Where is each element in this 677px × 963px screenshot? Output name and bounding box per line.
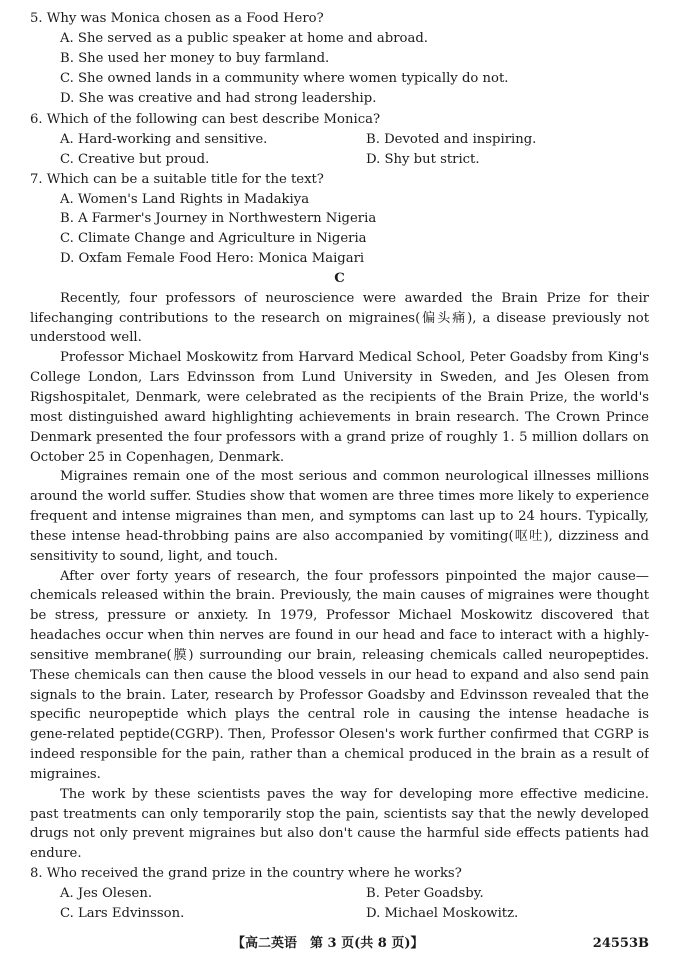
question-7-option-c: C. Climate Change and Agriculture in Nigeria <box>60 231 367 246</box>
passage-line: indeed responsible for the pain, rather than a chemical produced in the brain as a result of <box>30 747 649 762</box>
question-7-option-a: A. Women's Land Rights in Madakiya <box>60 192 310 207</box>
question-8-option-d: D. Michael Moskowitz. <box>366 906 519 921</box>
passage-line: These chemicals can then cause the blood vessels in our head to expand and also send pain <box>30 668 649 683</box>
passage-line: drugs not only prevent migraines but also don't cause the harmful side effects patients had <box>30 826 649 841</box>
passage-line: sensitive membrane(膜) surrounding our brain, releasing chemicals called neuropeptides. <box>30 648 649 663</box>
question-5-option-b: B. She used her money to buy farmland. <box>60 51 330 66</box>
footer-code: 24553B <box>592 936 649 951</box>
question-7-stem: 7. Which can be a suitable title for the text? <box>30 172 324 187</box>
question-8-option-b: B. Peter Goadsby. <box>366 886 484 901</box>
footer-page-label: 【高二英语 第 3 页(共 8 页)】 <box>232 936 424 951</box>
passage-line: these intense head-throbbing pains are also accompanied by vomiting(呕吐), dizziness and <box>30 529 649 544</box>
passage-line: sensitivity to sound, light, and touch. <box>30 549 278 564</box>
passage-line: chemicals released within the brain. Previously, the main causes of migraines were thought <box>30 588 649 603</box>
question-6-stem: 6. Which of the following can best describe Monica? <box>30 112 381 127</box>
question-6-option-c: C. Creative but proud. <box>60 152 210 167</box>
passage-line: Migraines remain one of the most serious and common neurological illnesses millions <box>60 469 649 484</box>
question-6-option-b: B. Devoted and inspiring. <box>366 132 537 147</box>
passage-line: be stress, pressure or anxiety. In 1979, Professor Michael Moskowitz discovered that <box>30 608 649 623</box>
passage-line: gene-related peptide(CGRP). Then, Professor Olesen's work further confirmed that CGRP is <box>30 727 649 742</box>
passage-line: most distinguished award highlighting achievements in brain research. The Crown Prince <box>30 410 649 425</box>
question-8-stem: 8. Who received the grand prize in the country where he works? <box>30 866 462 881</box>
question-5-option-d: D. She was creative and had strong leadership. <box>60 91 377 106</box>
passage-line: Rigshospitalet, Denmark, were celebrated as the recipients of the Brain Prize, the world's <box>30 390 649 405</box>
passage-line: understood well. <box>30 330 142 345</box>
passage-line: migraines. <box>30 767 101 782</box>
question-6-option-d: D. Shy but strict. <box>366 152 480 167</box>
passage-line: signals to the brain. Later, research by Professor Goadsby and Edvinsson revealed that the <box>30 688 649 703</box>
passage-line: endure. <box>30 846 82 861</box>
passage-line: The work by these scientists paves the way for developing more effective medicine. <box>60 787 649 802</box>
passage-line: lifechanging contributions to the research on migraines(偏头痛), a disease previously not <box>30 311 649 326</box>
passage-line: Recently, four professors of neuroscience were awarded the Brain Prize for their <box>60 291 649 306</box>
passage-line: specific neuropeptide which plays the central role in causing the intense headache is <box>30 707 649 722</box>
passage-line: After over forty years of research, the four professors pinpointed the major cause— <box>60 569 649 584</box>
question-5-stem: 5. Why was Monica chosen as a Food Hero? <box>30 11 324 26</box>
passage-line: around the world suffer. Studies show that women are three times more likely to experience <box>30 489 649 504</box>
passage-line: past treatments can only temporarily stop the pain, scientists say that the newly developed <box>30 807 649 822</box>
passage-line: frequent and intense migraines than men, and symptoms can last up to 24 hours. Typically, <box>30 509 649 524</box>
question-5-option-a: A. She served as a public speaker at home and abroad. <box>60 31 428 46</box>
question-7-option-d: D. Oxfam Female Food Hero: Monica Maigari <box>60 251 365 266</box>
question-8-option-c: C. Lars Edvinsson. <box>60 906 185 921</box>
question-6-option-a: A. Hard-working and sensitive. <box>60 132 268 147</box>
section-title: C <box>334 271 345 286</box>
question-7-option-b: B. A Farmer's Journey in Northwestern Nigeria <box>60 211 377 226</box>
passage-line: College London, Lars Edvinsson from Lund University in Sweden, and Jes Olesen from <box>30 370 649 385</box>
passage-line: Denmark presented the four professors with a grand prize of roughly 1. 5 million dollars on <box>30 430 649 445</box>
passage-line: headaches occur when thin nerves are found in our head and face to interact with a highly- <box>30 628 649 643</box>
question-5-option-c: C. She owned lands in a community where women typically do not. <box>60 71 509 86</box>
passage-line: Professor Michael Moskowitz from Harvard Medical School, Peter Goadsby from King's <box>60 350 649 365</box>
passage-line: October 25 in Copenhagen, Denmark. <box>30 450 285 465</box>
question-8-option-a: A. Jes Olesen. <box>60 886 153 901</box>
